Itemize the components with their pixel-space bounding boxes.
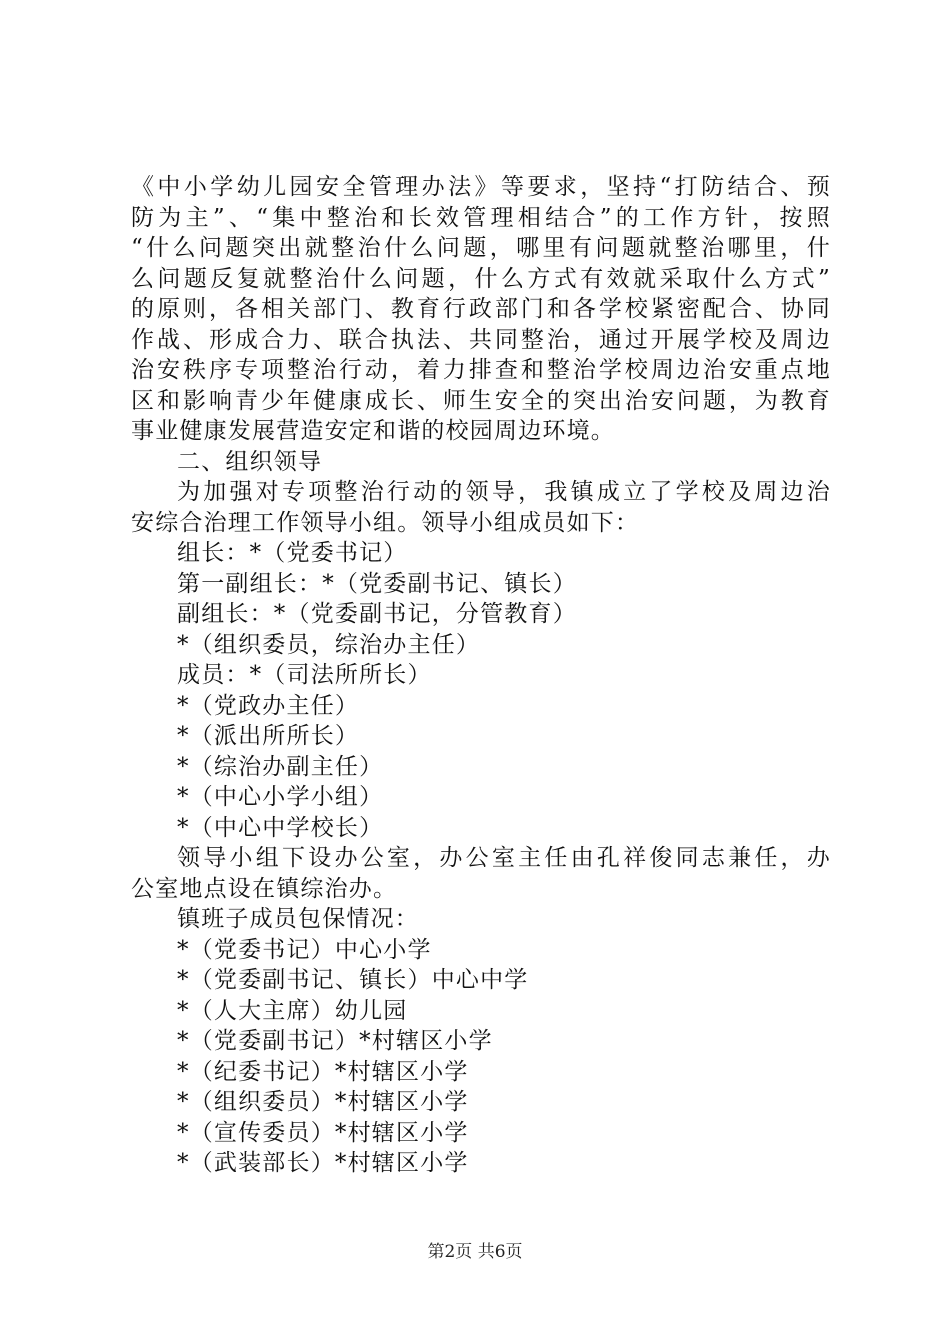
member-line: 副组长：*（党委副书记，分管教育） bbox=[177, 601, 577, 627]
section-heading: 二、组织领导 bbox=[177, 448, 323, 475]
assignment-line: *（党委副书记）*村辖区小学 bbox=[177, 1028, 493, 1054]
paragraph-line: 事业健康发展营造安定和谐的校园周边环境。 bbox=[131, 418, 615, 444]
paragraph-line: 领导小组下设办公室，办公室主任由孔祥俊同志兼任，办 bbox=[177, 845, 831, 871]
paragraph-line: 为加强对专项整治行动的领导，我镇成立了学校及周边治 bbox=[177, 479, 831, 505]
assignment-line: *（武装部长）*村辖区小学 bbox=[177, 1150, 469, 1176]
paragraph-line: 区和影响青少年健康成长、师生安全的突出治安问题，为教育 bbox=[131, 387, 831, 414]
paragraph-line: 公室地点设在镇综治办。 bbox=[131, 875, 398, 902]
member-line: 组长：*（党委书记） bbox=[177, 540, 408, 566]
assignment-line: *（宣传委员）*村辖区小学 bbox=[177, 1119, 469, 1146]
member-line: 成员：*（司法所所长） bbox=[177, 662, 432, 688]
paragraph-line: 么问题反复就整治什么问题，什么方式有效就采取什么方式” bbox=[131, 265, 831, 292]
member-line: *（派出所所长） bbox=[177, 723, 360, 749]
paragraph-line: 的原则，各相关部门、教育行政部门和各学校紧密配合、协同 bbox=[131, 296, 831, 322]
member-line: *（中心中学校长） bbox=[177, 814, 384, 841]
paragraph-line: 镇班子成员包保情况： bbox=[177, 906, 419, 932]
page-footer bbox=[0, 1240, 950, 1264]
document-body bbox=[131, 172, 831, 1179]
paragraph-line: 安综合治理工作领导小组。领导小组成员如下： bbox=[131, 509, 640, 536]
paragraph-line: 治安秩序专项整治行动，着力排查和整治学校周边治安重点地 bbox=[131, 357, 831, 383]
assignment-line: *（党委副书记、镇长）中心中学 bbox=[177, 967, 529, 993]
assignment-line: *（纪委书记）*村辖区小学 bbox=[177, 1058, 469, 1085]
assignment-line: *（党委书记）中心小学 bbox=[177, 936, 432, 963]
member-line: *（综治办副主任） bbox=[177, 753, 384, 780]
paragraph-line: 作战、形成合力、联合执法、共同整治，通过开展学校及周边 bbox=[131, 326, 831, 353]
member-line: 第一副组长：*（党委副书记、镇长） bbox=[177, 570, 577, 597]
paragraph-line: 防为主”、“集中整治和长效管理相结合”的工作方针，按照 bbox=[131, 204, 831, 231]
page-number-label: 第2页 共6页 bbox=[427, 1242, 523, 1262]
paragraph-line: “什么问题突出就整治什么问题，哪里有问题就整治哪里，什 bbox=[131, 235, 831, 261]
assignment-line: *（人大主席）幼儿园 bbox=[177, 997, 408, 1024]
assignment-line: *（组织委员）*村辖区小学 bbox=[177, 1089, 469, 1115]
paragraph-line: 《中小学幼儿园安全管理办法》等要求，坚持“打防结合、预 bbox=[131, 174, 831, 200]
member-line: *（中心小学小组） bbox=[177, 784, 384, 810]
member-line: *（组织委员，综治办主任） bbox=[177, 631, 481, 658]
member-line: *（党政办主任） bbox=[177, 692, 360, 719]
